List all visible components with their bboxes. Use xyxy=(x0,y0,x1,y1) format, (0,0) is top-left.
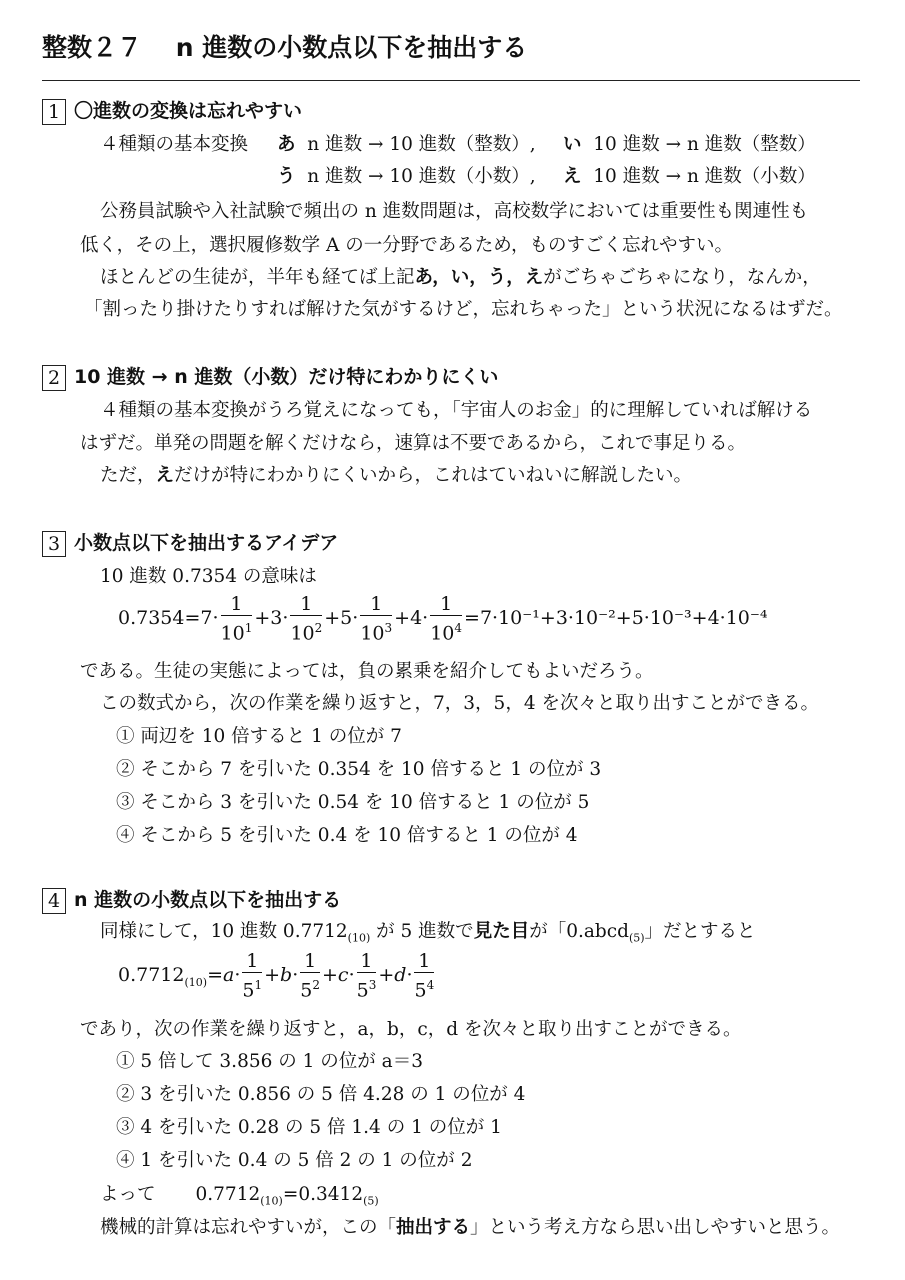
equation-base10: 0.7354=7· $\frac{1}{10^1}$ +3· $\frac{1}{10^2}$ +5· $\frac{1}{10^3}$ +4· $\frac{1}{10^4}$ =7·10⁻¹+3·10⁻²+5·10⁻³+4·10⁻⁴ xyxy=(118,593,768,645)
base-subscript: (10) xyxy=(347,931,371,945)
text: 機械的計算は忘れやすいが，この「 xyxy=(100,1217,397,1238)
step: ① 両辺を 10 倍すると 1 の位が 7 xyxy=(116,726,402,747)
section-number: 4 xyxy=(42,888,66,914)
mark-a: あ xyxy=(277,134,296,155)
paragraph: であり，次の作業を繰り返すと，a，b，c，d を次々と取り出すことができる。 xyxy=(80,1019,742,1040)
section-number: 2 xyxy=(42,365,66,391)
text: 」だとすると xyxy=(644,921,756,942)
equation-base5: $0.7712_{(10)}=a\cdot$ $\frac{1}{5^1}$ +b· $\frac{1}{5^2}$ +c· $\frac{1}{5^3}$ +d· $\frac{1}{5^4}$ xyxy=(118,950,435,1002)
mark-u: う xyxy=(277,166,296,187)
page-title: 整数２７ n 進数の小数点以下を抽出する xyxy=(42,33,528,62)
step: ① 5 倍して 3.856 の 1 の位が a＝3 xyxy=(116,1051,423,1072)
paragraph: ４種類の基本変換がうろ覚えになっても，「宇宙人のお金」的に理解していれば解ける xyxy=(100,400,813,421)
conversion-i xyxy=(563,130,816,156)
conversion-u xyxy=(277,162,536,188)
section-4-heading xyxy=(42,885,341,914)
paragraph xyxy=(100,263,821,289)
text: ほとんどの生徒が，半年も経てば上記 xyxy=(100,267,415,288)
mark-e: え xyxy=(563,166,582,187)
paragraph xyxy=(100,1213,840,1239)
section-title: 10 進数 → n 進数（小数）だけ特にわかりにくい xyxy=(74,366,499,388)
eq-lhs: 0.7354 xyxy=(118,607,185,630)
section-3-heading xyxy=(42,528,338,557)
section-title: 〇進数の変換は忘れやすい xyxy=(74,100,303,122)
step: ② 3 を引いた 0.856 の 5 倍 4.28 の 1 の位が 4 xyxy=(116,1084,526,1105)
paragraph xyxy=(100,917,756,945)
eq-rhs: 7·10⁻¹+3·10⁻²+5·10⁻³+4·10⁻⁴ xyxy=(479,607,768,630)
text: 同様にして，10 進数 0.7712 xyxy=(100,921,348,942)
paragraph: この数式から，次の作業を繰り返すと，7，3，5，4 を次々と取り出すことができる。 xyxy=(100,693,819,714)
text: が 5 進数で xyxy=(370,921,474,942)
mark-i: い xyxy=(563,134,582,155)
section-title: n 進数の小数点以下を抽出する xyxy=(74,889,342,911)
paragraph: 「割ったり掛けたりすれば解けた気がするけど，忘れちゃった」という状況になるはずだ。 xyxy=(84,299,843,320)
text: だけが特にわかりにくいから，これはていねいに解説したい。 xyxy=(174,465,693,486)
text: 」という考え方なら思い出しやすいと思う。 xyxy=(470,1217,841,1238)
paragraph: はずだ。単発の問題を解くだけなら，速算は不要であるから，これで事足りる。 xyxy=(80,433,747,454)
step: ② そこから 7 を引いた 0.354 を 10 倍すると 1 の位が 3 xyxy=(116,759,602,780)
step: ③ 4 を引いた 0.28 の 5 倍 1.4 の 1 の位が 1 xyxy=(116,1117,502,1138)
mark-e: え xyxy=(155,465,175,486)
emphasis: 抽出する xyxy=(396,1217,471,1238)
paragraph xyxy=(100,461,692,487)
paragraph: 10 進数 0.7354 の意味は xyxy=(100,566,317,587)
text-u: n 進数 → 10 進数（小数）, xyxy=(307,166,536,187)
paragraph: 公務員試験や入社試験で頻出の n 進数問題は，高校数学においては重要性も関連性も xyxy=(100,201,809,222)
text-e: 10 進数 → n 進数（小数） xyxy=(593,166,816,187)
conversion-intro xyxy=(100,130,248,156)
result-label: よって xyxy=(100,1184,156,1205)
text-a: n 進数 → 10 進数（整数）, xyxy=(307,134,536,155)
step: ④ 1 を引いた 0.4 の 5 倍 2 の 1 の位が 2 xyxy=(116,1150,473,1171)
section-number: 3 xyxy=(42,531,66,557)
step: ③ そこから 3 を引いた 0.54 を 10 倍すると 1 の位が 5 xyxy=(116,792,590,813)
text: ただ， xyxy=(100,465,156,486)
text-i: 10 進数 → n 進数（整数） xyxy=(593,134,816,155)
intro-text: ４種類の基本変換 xyxy=(100,134,249,155)
conversion-e xyxy=(563,162,816,188)
marks: あ，い，う，え xyxy=(414,267,544,288)
paragraph: 低く，その上，選択履修数学 A の一分野であるため，ものすごく忘れやすい。 xyxy=(80,235,734,256)
text: がごちゃごちゃになり，なんか， xyxy=(543,267,821,288)
section-1-heading xyxy=(42,96,302,125)
paragraph: である。生徒の実態によっては，負の累乗を紹介してもよいだろう。 xyxy=(80,661,654,682)
section-2-heading xyxy=(42,362,498,391)
conversion-a xyxy=(277,130,536,156)
result-lhs: 0.7712 xyxy=(195,1184,261,1205)
emphasis: 見た目 xyxy=(473,921,530,942)
result-rhs: 0.3412 xyxy=(298,1184,364,1205)
step: ④ そこから 5 を引いた 0.4 を 10 倍すると 1 の位が 4 xyxy=(116,825,578,846)
section-title: 小数点以下を抽出するアイデア xyxy=(74,532,339,554)
section-number: 1 xyxy=(42,99,66,125)
eq-lhs: 0.7712 xyxy=(118,964,185,987)
base-subscript: (5) xyxy=(628,931,645,945)
text: が「0.abcd xyxy=(529,921,629,942)
title-rule xyxy=(42,80,860,81)
result: よって $0.7712_{(10)}=0.3412_{(5)}$ xyxy=(100,1184,379,1208)
